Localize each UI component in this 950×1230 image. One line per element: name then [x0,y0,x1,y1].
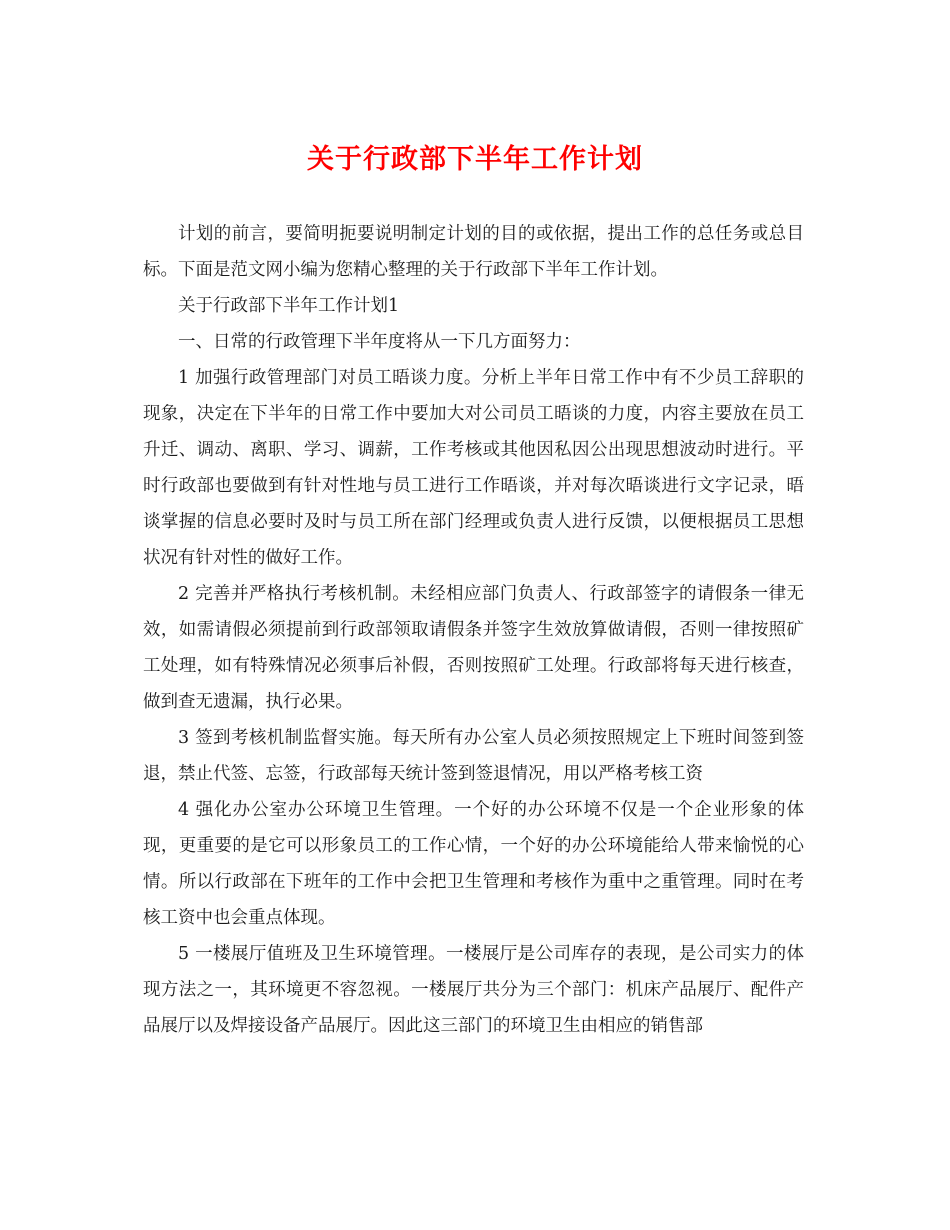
paragraph-item-3: 3 签到考核机制监督实施。每天所有办公室人员必须按照规定上下班时间签到签退，禁止代签、忘签，行政部每天统计签到签退情况，用以严格考核工资 [143,728,804,784]
paragraph-item-2: 2 完善并严格执行考核机制。未经相应部门负责人、行政部签字的请假条一律无效，如需请假必须提前到行政部领取请假条并签字生效放算做请假，否则一律按照矿工处理，如有特殊情况必须事后补假，否则按照矿工处理。行政部将每天进行核查，做到查无遗漏，执行必果。 [143,584,804,712]
paragraph-item-5: 5 一楼展厅值班及卫生环境管理。一楼展厅是公司库存的表现，是公司实力的体现方法之一，其环境更不容忽视。一楼展厅共分为三个部门：机床产品展厅、配件产品展厅以及焊接设备产品展厅。因此这三部门的环境卫生由相应的销售部 [143,944,804,1036]
document-title: 关于行政部下半年工作计划 [307,144,643,175]
paragraph-item-4: 4 强化办公室办公环境卫生管理。一个好的办公环境不仅是一个企业形象的体现，更重要的是它可以形象员工的工作心情，一个好的办公环境能给人带来愉悦的心情。所以行政部在下班年的工作中会把卫生管理和考核作为重中之重管理。同时在考核工资中也会重点体现。 [143,800,804,928]
document-body [143,216,804,1044]
paragraph-section-heading: 一、日常的行政管理下半年度将从一下几方面努力： [178,332,581,352]
paragraph-preface: 计划的前言，要简明扼要说明制定计划的目的或依据，提出工作的总任务或总目标。下面是范文网小编为您精心整理的关于行政部下半年工作计划。 [143,224,804,280]
paragraph-plan-heading: 关于行政部下半年工作计划1 [178,296,400,316]
paragraph-item-1: 1 加强行政管理部门对员工晤谈力度。分析上半年日常工作中有不少员工辞职的现象，决定在下半年的日常工作中要加大对公司员工晤谈的力度，内容主要放在员工升迁、调动、离职、学习、调薪，工作考核或其他因私因公出现思想波动时进行。平时行政部也要做到有针对性地与员工进行工作晤谈，并对每次晤谈进行文字记录，晤谈掌握的信息必要时及时与员工所在部门经理或负责人进行反馈，以便根据员工思想状况有针对性的做好工作。 [143,368,804,568]
